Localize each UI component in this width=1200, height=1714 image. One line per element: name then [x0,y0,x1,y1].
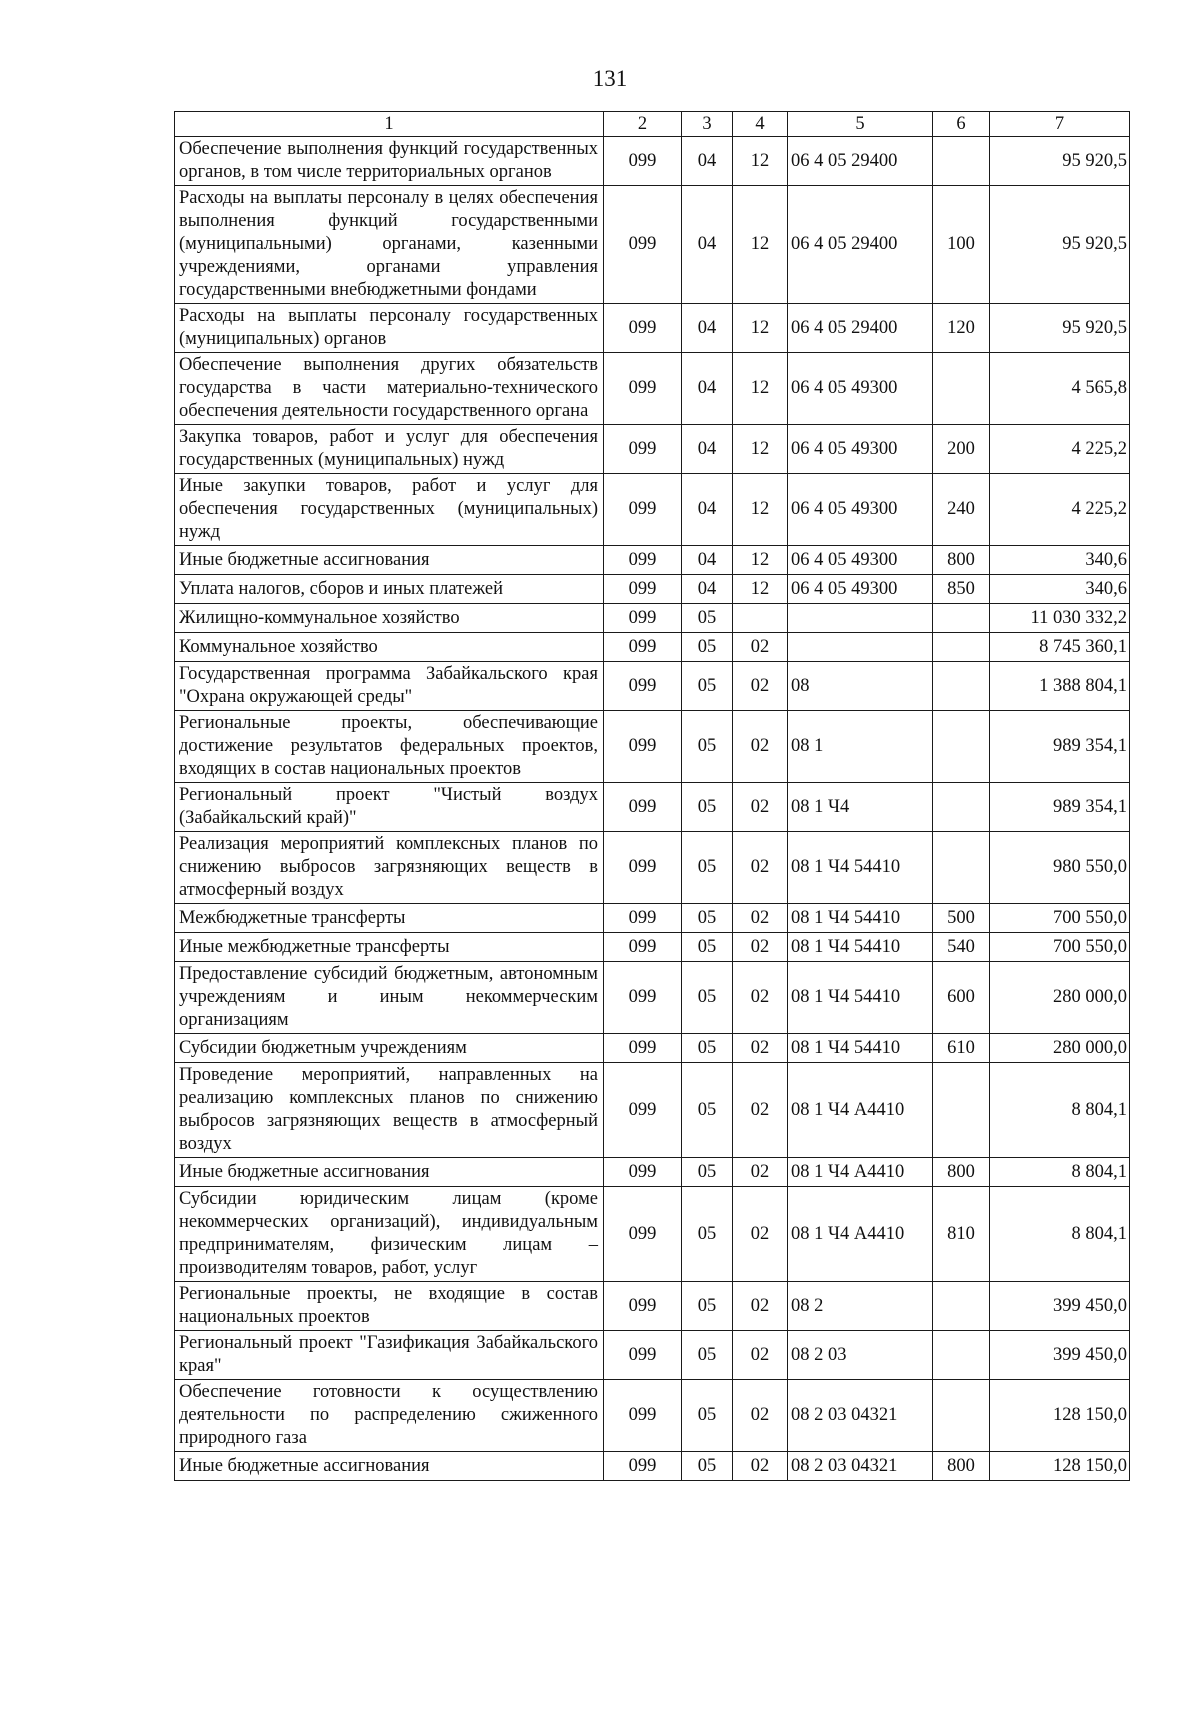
row-name: Государственная программа Забайкальского края "Охрана окружающей среды" [175,662,604,711]
row-amount: 700 550,0 [990,904,1130,933]
row-amount: 8 804,1 [990,1187,1130,1282]
row-section: 05 [682,1452,733,1481]
row-admin-code: 099 [604,633,682,662]
row-amount: 8 804,1 [990,1063,1130,1158]
row-subsection: 12 [733,546,788,575]
row-target-article: 08 2 03 04321 [788,1380,933,1452]
row-section: 04 [682,353,733,425]
table-row [175,575,1130,604]
row-amount: 4 225,2 [990,474,1130,546]
table-row [175,546,1130,575]
table-row [175,1034,1130,1063]
row-subsection: 02 [733,1282,788,1331]
row-target-article: 06 4 05 49300 [788,575,933,604]
row-name: Субсидии бюджетным учреждениям [175,1034,604,1063]
row-section: 04 [682,575,733,604]
row-subsection: 02 [733,783,788,832]
row-section: 04 [682,186,733,304]
row-name: Иные закупки товаров, работ и услуг для обеспечения государственных (муниципальных) нужд [175,474,604,546]
row-admin-code: 099 [604,1331,682,1380]
row-amount: 95 920,5 [990,304,1130,353]
row-expense-type: 120 [933,304,990,353]
table-row [175,933,1130,962]
row-amount: 399 450,0 [990,1282,1130,1331]
row-subsection: 02 [733,633,788,662]
row-expense-type: 810 [933,1187,990,1282]
row-amount: 280 000,0 [990,962,1130,1034]
row-subsection: 02 [733,662,788,711]
row-section: 04 [682,425,733,474]
row-target-article: 08 2 [788,1282,933,1331]
row-section: 05 [682,1331,733,1380]
row-subsection: 12 [733,186,788,304]
row-expense-type: 540 [933,933,990,962]
row-target-article: 06 4 05 49300 [788,425,933,474]
row-section: 05 [682,1158,733,1187]
row-section: 05 [682,662,733,711]
row-amount: 980 550,0 [990,832,1130,904]
row-target-article: 06 4 05 49300 [788,474,933,546]
row-expense-type [933,633,990,662]
row-name: Обеспечение готовности к осуществлению деятельности по распределению сжиженного природного газа [175,1380,604,1452]
row-name: Иные межбюджетные трансферты [175,933,604,962]
row-subsection: 02 [733,933,788,962]
row-section: 05 [682,933,733,962]
page-number: 131 [592,66,628,91]
row-target-article: 06 4 05 49300 [788,353,933,425]
table-row [175,353,1130,425]
row-name: Региональные проекты, обеспечивающие достижение результатов федеральных проектов, входящих в состав национальных проектов [175,711,604,783]
table-row [175,711,1130,783]
row-target-article: 08 1 Ч4 54410 [788,832,933,904]
row-subsection: 02 [733,711,788,783]
row-expense-type [933,662,990,711]
row-subsection: 12 [733,425,788,474]
row-target-article: 08 1 Ч4 54410 [788,1034,933,1063]
table-row [175,137,1130,186]
table-row [175,962,1130,1034]
table-row [175,1380,1130,1452]
header-cell-7: 7 [990,112,1130,137]
row-name: Региональный проект "Чистый воздух (Забайкальский край)" [175,783,604,832]
row-admin-code: 099 [604,933,682,962]
row-section: 04 [682,137,733,186]
row-section: 04 [682,304,733,353]
table-row [175,904,1130,933]
row-section: 05 [682,1034,733,1063]
row-target-article: 08 1 Ч4 А4410 [788,1158,933,1187]
row-amount: 8 745 360,1 [990,633,1130,662]
row-target-article: 06 4 05 29400 [788,186,933,304]
row-name: Региональные проекты, не входящие в состав национальных проектов [175,1282,604,1331]
table-row [175,633,1130,662]
row-admin-code: 099 [604,832,682,904]
row-admin-code: 099 [604,575,682,604]
table-row [175,1063,1130,1158]
row-subsection: 12 [733,137,788,186]
row-target-article: 08 [788,662,933,711]
row-target-article: 08 1 Ч4 54410 [788,962,933,1034]
row-expense-type [933,832,990,904]
row-section: 05 [682,711,733,783]
row-amount: 700 550,0 [990,933,1130,962]
row-name: Региональный проект "Газификация Забайкальского края" [175,1331,604,1380]
row-subsection: 12 [733,474,788,546]
row-name: Расходы на выплаты персоналу государственных (муниципальных) органов [175,304,604,353]
row-target-article: 08 2 03 04321 [788,1452,933,1481]
row-amount: 280 000,0 [990,1034,1130,1063]
row-admin-code: 099 [604,711,682,783]
row-admin-code: 099 [604,1034,682,1063]
row-admin-code: 099 [604,1282,682,1331]
row-admin-code: 099 [604,1063,682,1158]
table-row [175,662,1130,711]
header-cell-5: 5 [788,112,933,137]
row-name: Проведение мероприятий, направленных на реализацию комплексных планов по снижению выбросов загрязняющих веществ в атмосферный воздух [175,1063,604,1158]
row-name: Жилищно-коммунальное хозяйство [175,604,604,633]
row-admin-code: 099 [604,1380,682,1452]
row-target-article: 08 1 Ч4 54410 [788,904,933,933]
header-row [175,112,1130,137]
table-row [175,304,1130,353]
row-section: 05 [682,904,733,933]
row-amount: 4 565,8 [990,353,1130,425]
row-expense-type [933,353,990,425]
row-amount: 128 150,0 [990,1452,1130,1481]
row-amount: 11 030 332,2 [990,604,1130,633]
row-expense-type [933,604,990,633]
row-section: 05 [682,1063,733,1158]
row-section: 04 [682,474,733,546]
row-target-article: 08 1 Ч4 54410 [788,933,933,962]
row-subsection: 02 [733,832,788,904]
row-amount: 4 225,2 [990,425,1130,474]
row-section: 05 [682,783,733,832]
row-admin-code: 099 [604,662,682,711]
row-subsection: 02 [733,1452,788,1481]
row-admin-code: 099 [604,904,682,933]
row-name: Субсидии юридическим лицам (кроме некоммерческих организаций), индивидуальным предпринимателям, физическим лицам – производителям товаров, работ, услуг [175,1187,604,1282]
row-expense-type: 800 [933,1452,990,1481]
row-name: Иные бюджетные ассигнования [175,546,604,575]
row-subsection: 02 [733,904,788,933]
table-body [175,137,1130,1481]
table-row [175,832,1130,904]
row-target-article [788,633,933,662]
row-subsection: 02 [733,962,788,1034]
row-target-article: 08 1 Ч4 А4410 [788,1063,933,1158]
header-cell-3: 3 [682,112,733,137]
header-cell-1: 1 [175,112,604,137]
row-expense-type: 610 [933,1034,990,1063]
row-name: Закупка товаров, работ и услуг для обеспечения государственных (муниципальных) нужд [175,425,604,474]
row-name: Расходы на выплаты персоналу в целях обеспечения выполнения функций государственными (муниципальными) органами, казенными учреждениями, органами управления государственными внебюджетными фондами [175,186,604,304]
row-section: 05 [682,962,733,1034]
row-name: Реализация мероприятий комплексных планов по снижению выбросов загрязняющих веществ в атмосферный воздух [175,832,604,904]
row-subsection: 02 [733,1063,788,1158]
row-expense-type [933,711,990,783]
row-section: 05 [682,1187,733,1282]
row-subsection [733,604,788,633]
row-name: Уплата налогов, сборов и иных платежей [175,575,604,604]
row-section: 04 [682,546,733,575]
table-row [175,474,1130,546]
row-target-article: 08 1 [788,711,933,783]
row-admin-code: 099 [604,962,682,1034]
row-subsection: 02 [733,1034,788,1063]
row-name: Обеспечение выполнения функций государственных органов, в том числе территориальных органов [175,137,604,186]
row-expense-type: 850 [933,575,990,604]
row-subsection: 12 [733,575,788,604]
row-section: 05 [682,633,733,662]
row-subsection: 02 [733,1380,788,1452]
budget-table [174,111,1130,1481]
header-cell-4: 4 [733,112,788,137]
row-name: Иные бюджетные ассигнования [175,1452,604,1481]
row-expense-type: 100 [933,186,990,304]
row-target-article [788,604,933,633]
header-cell-6: 6 [933,112,990,137]
row-admin-code: 099 [604,186,682,304]
table-row [175,783,1130,832]
row-admin-code: 099 [604,474,682,546]
row-subsection: 02 [733,1331,788,1380]
row-target-article: 06 4 05 29400 [788,137,933,186]
row-amount: 989 354,1 [990,783,1130,832]
row-target-article: 08 1 Ч4 [788,783,933,832]
row-expense-type: 600 [933,962,990,1034]
table-row [175,1158,1130,1187]
row-amount: 8 804,1 [990,1158,1130,1187]
row-name: Межбюджетные трансферты [175,904,604,933]
row-amount: 340,6 [990,546,1130,575]
row-subsection: 12 [733,353,788,425]
row-subsection: 02 [733,1158,788,1187]
header-cell-2: 2 [604,112,682,137]
row-section: 05 [682,1282,733,1331]
table-row [175,604,1130,633]
row-admin-code: 099 [604,546,682,575]
row-admin-code: 099 [604,425,682,474]
table-row [175,1187,1130,1282]
row-admin-code: 099 [604,1452,682,1481]
row-admin-code: 099 [604,353,682,425]
row-admin-code: 099 [604,1187,682,1282]
row-expense-type: 800 [933,546,990,575]
row-amount: 399 450,0 [990,1331,1130,1380]
row-expense-type: 500 [933,904,990,933]
row-admin-code: 099 [604,604,682,633]
row-section: 05 [682,1380,733,1452]
row-amount: 95 920,5 [990,186,1130,304]
row-name: Коммунальное хозяйство [175,633,604,662]
row-section: 05 [682,832,733,904]
row-amount: 1 388 804,1 [990,662,1130,711]
row-amount: 989 354,1 [990,711,1130,783]
row-amount: 340,6 [990,575,1130,604]
row-expense-type [933,1331,990,1380]
row-amount: 128 150,0 [990,1380,1130,1452]
row-expense-type [933,1063,990,1158]
table-row [175,425,1130,474]
row-name: Иные бюджетные ассигнования [175,1158,604,1187]
row-subsection: 12 [733,304,788,353]
row-admin-code: 099 [604,304,682,353]
row-admin-code: 099 [604,783,682,832]
row-name: Предоставление субсидий бюджетным, автономным учреждениям и иным некоммерческим организациям [175,962,604,1034]
row-subsection: 02 [733,1187,788,1282]
row-expense-type: 240 [933,474,990,546]
table-row [175,1282,1130,1331]
row-expense-type: 200 [933,425,990,474]
row-expense-type: 800 [933,1158,990,1187]
row-expense-type [933,783,990,832]
row-target-article: 08 2 03 [788,1331,933,1380]
row-target-article: 08 1 Ч4 А4410 [788,1187,933,1282]
row-expense-type [933,1282,990,1331]
row-target-article: 06 4 05 29400 [788,304,933,353]
row-admin-code: 099 [604,137,682,186]
table-row [175,186,1130,304]
row-expense-type [933,137,990,186]
table-row [175,1452,1130,1481]
row-admin-code: 099 [604,1158,682,1187]
row-target-article: 06 4 05 49300 [788,546,933,575]
row-name: Обеспечение выполнения других обязательств государства в части материально-технического обеспечения деятельности государственного органа [175,353,604,425]
row-section: 05 [682,604,733,633]
row-amount: 95 920,5 [990,137,1130,186]
table-row [175,1331,1130,1380]
row-expense-type [933,1380,990,1452]
